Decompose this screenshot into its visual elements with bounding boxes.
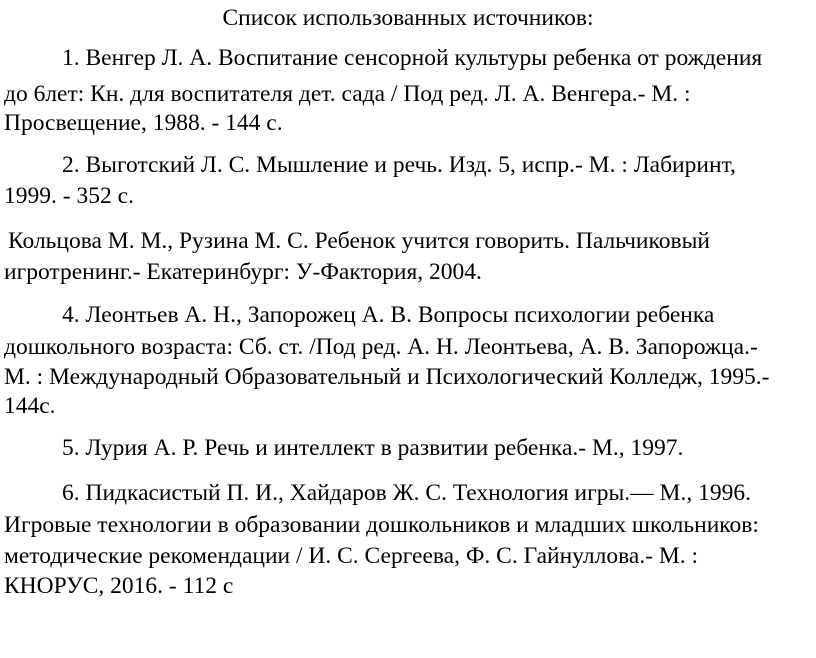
reference-2-line-2: 1999. - 352 с. — [4, 183, 134, 209]
reference-4-line-2: дошкольного возраста: Сб. ст. /Под ред. А. Н. Леонтьева, А. В. Запорожца.- — [4, 334, 758, 360]
reference-2-line-1: 2. Выготский Л. С. Мышление и речь. Изд. 5, испр.- М. : Лабиринт, — [62, 152, 736, 178]
reference-4-line-4: 144с. — [4, 393, 56, 419]
reference-1-line-1: 1. Венгер Л. А. Воспитание сенсорной культуры ребенка от рождения — [62, 45, 763, 71]
reference-1-line-3: Просвещение, 1988. - 144 с. — [4, 110, 283, 136]
reference-5-line-1: 5. Лурия А. Р. Речь и интеллект в развитии ребенка.- М., 1997. — [62, 435, 684, 461]
document-title: Список использованных источников: — [222, 5, 594, 31]
reference-6-line-3: методические рекомендации / И. С. Сергеева, Ф. С. Гайнуллова.- М. : — [4, 543, 699, 569]
reference-3-line-1: Кольцова М. М., Рузина М. С. Ребенок учится говорить. Пальчиковый — [8, 228, 710, 254]
reference-6-line-4: КНОРУС, 2016. - 112 с — [4, 573, 234, 599]
reference-4-line-3: М. : Международный Образовательный и Психологический Колледж, 1995.- — [4, 364, 770, 390]
reference-6-line-2: Игровые технологии в образовании дошкольников и младших школьников: — [4, 512, 759, 538]
reference-1-line-2: до 6лет: Кн. для воспитателя дет. сада / Под ред. Л. А. Венгера.- М. : — [4, 81, 691, 107]
reference-3-line-2: игротренинг.- Екатеринбург: У-Фактория, 2004. — [4, 259, 482, 285]
reference-4-line-1: 4. Леонтьев А. Н., Запорожец А. В. Вопросы психологии ребенка — [62, 302, 715, 328]
reference-6-line-1: 6. Пидкасистый П. И., Хайдаров Ж. С. Технология игры.— М., 1996. — [62, 480, 751, 506]
